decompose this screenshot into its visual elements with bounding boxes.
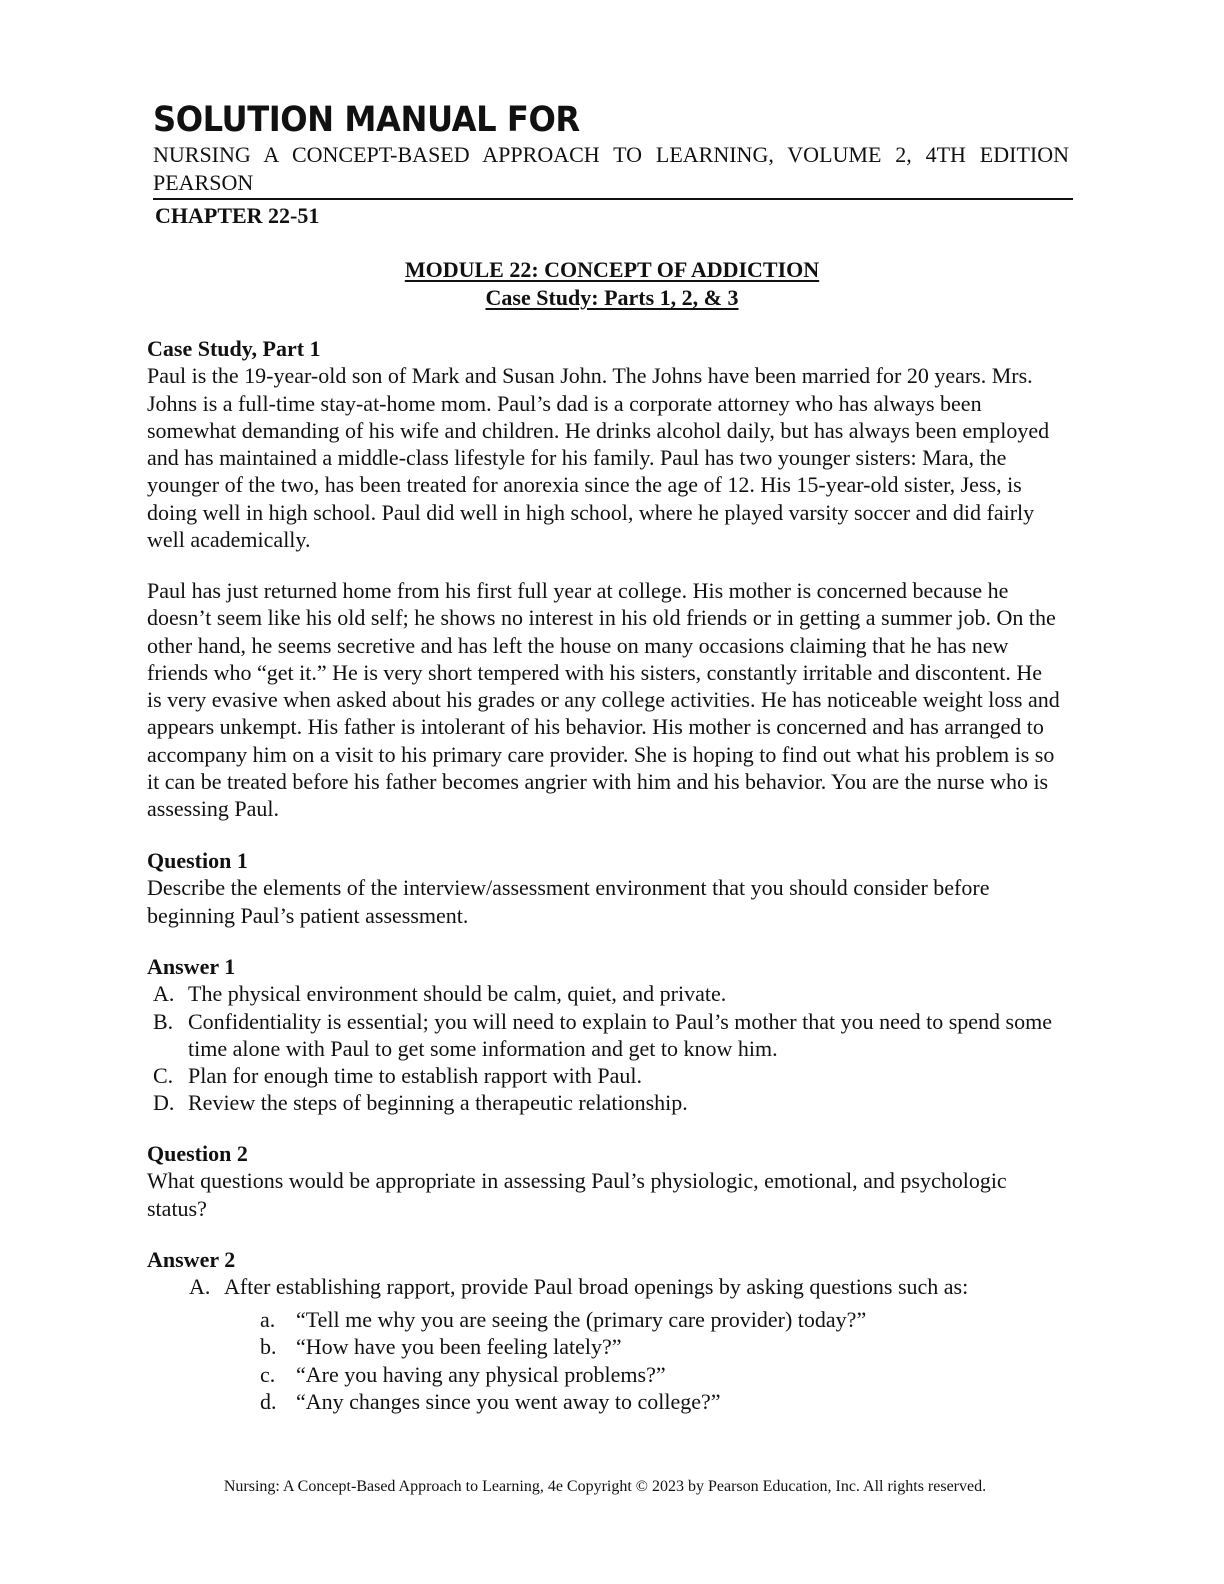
list-item-text: “Tell me why you are seeing the (primary care provider) today?” [296,1306,867,1332]
list-marker: D. [153,1090,175,1116]
book-title: NURSING A CONCEPT-BASED APPROACH TO LEARNING, VOLUME 2, 4TH EDITION PEARSON [153,142,1069,195]
list-item-text: The physical environment should be calm, quiet, and private. [188,981,727,1007]
list-marker: A. [153,981,175,1007]
list-item [147,1089,1062,1116]
answer-2-section [147,1246,1062,1416]
list-item-text: “Are you having any physical problems?” [296,1361,666,1387]
answer-2-sublist [147,1306,1062,1416]
answer-1-list [147,980,1062,1116]
module-subtitle-text: Case Study: Parts 1, 2, & 3 [485,285,739,310]
case-study-section [147,335,1062,553]
answer-2-heading: Answer 2 [147,1247,236,1272]
list-item [147,1333,1062,1361]
list-item [147,1062,1062,1089]
module-subtitle [0,284,1224,312]
chapter-label: CHAPTER 22-51 [155,203,320,228]
case-study-heading: Case Study, Part 1 [147,336,321,361]
list-item-text: “Any changes since you went away to college?” [296,1389,721,1415]
module-title [0,256,1224,284]
answer-1-section [147,953,1062,1117]
module-title-text: MODULE 22: CONCEPT OF ADDICTION [404,257,820,282]
list-item [147,980,1062,1007]
list-marker: a. [260,1306,276,1332]
copyright-footer: Nursing: A Concept-Based Approach to Learning, 4e Copyright © 2023 by Pearson Education, Inc. All rights reserved. [223,1478,987,1495]
list-item-text: Confidentiality is essential; you will need to explain to Paul’s mother that you need to spend some time alone with Paul to get some information and get to know him. [188,1008,1052,1061]
answer-2-item-text: After establishing rapport, provide Paul broad openings by asking questions such as: [224,1274,969,1300]
list-item [147,1361,1062,1389]
list-marker: c. [260,1361,276,1387]
list-marker: b. [260,1334,277,1360]
answer-1-heading: Answer 1 [147,954,236,979]
question-2-text: What questions would be appropriate in assessing Paul’s physiologic, emotional, and psychologic status? [147,1168,1007,1221]
list-item-text: Review the steps of beginning a therapeutic relationship. [188,1090,688,1116]
list-item-text: “How have you been feeling lately?” [296,1334,622,1360]
answer-2-item [147,1273,1062,1300]
case-study-paragraph-2-block [147,577,1062,823]
document-title: SOLUTION MANUAL FOR [153,100,580,140]
question-1-section [147,847,1062,929]
question-2-heading: Question 2 [147,1141,248,1166]
list-item [147,1388,1062,1416]
list-item [147,1306,1062,1334]
case-study-paragraph-2: Paul has just returned home from his first full year at college. His mother is concerned because he doesn’t seem like his old self; he shows no interest in his old friends or in getting a summer job. On the other hand, he seems secretive and has left the house on many occasions claiming that he has new friends who “get it.” He is very short tempered with his sisters, constantly irritable and discontent. He is very evasive when asked about his grades or any college activities. He has noticeable weight loss and appears unkempt. His father is intolerant of his behavior. His mother is concerned and has arranged to accompany him on a visit to his primary care provider. She is hoping to find out what his problem is so it can be treated before his father becomes angrier with him and his behavior. You are the nurse who is assessing Paul. [147,578,1060,822]
list-marker: B. [153,1008,174,1034]
question-2-section [147,1140,1062,1222]
question-1-heading: Question 1 [147,848,248,873]
list-marker: C. [153,1063,174,1089]
question-1-text: Describe the elements of the interview/assessment environment that you should consider before beginning Paul’s patient assessment. [147,875,990,928]
list-marker: d. [260,1389,277,1415]
list-item-text: Plan for enough time to establish rapport with Paul. [188,1063,642,1089]
list-marker: A. [189,1274,211,1300]
case-study-paragraph-1: Paul is the 19-year-old son of Mark and Susan John. The Johns have been married for 20 years. Mrs. Johns is a full-time stay-at-home mom. Paul’s dad is a corporate attorney who has always been somewhat demanding of his wife and children. He drinks alcohol daily, but has always been employed and has maintained a middle-class lifestyle for his family. Paul has two younger sisters: Mara, the younger of the two, has been treated for anorexia since the age of 12. His 15-year-old sister, Jess, is doing well in high school. Paul did well in high school, where he played varsity soccer and did fairly well academically. [147,363,1050,553]
list-item [147,1008,1062,1063]
header-divider [153,198,1073,200]
